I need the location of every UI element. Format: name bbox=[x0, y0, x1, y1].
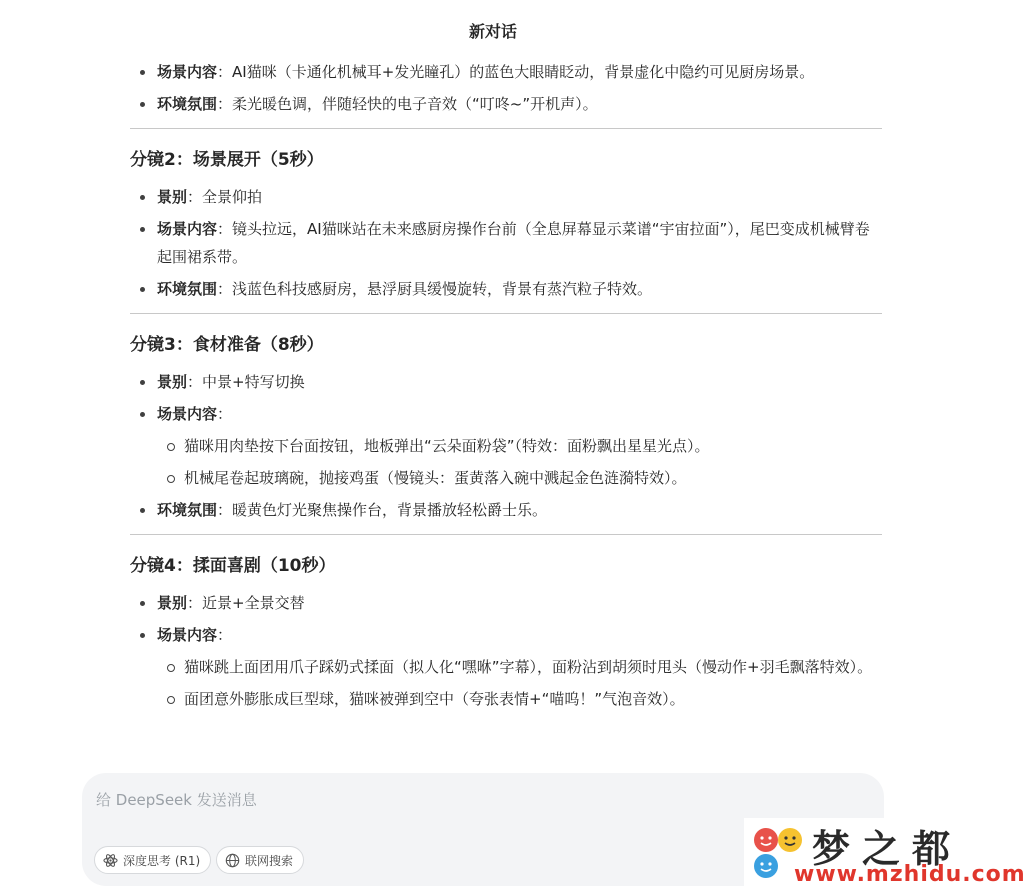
section-list bbox=[130, 368, 882, 524]
item-label: 环境氛围 bbox=[157, 501, 218, 519]
item-text: ：暖黄色灯光聚焦操作台，背景播放轻松爵士乐。 bbox=[217, 501, 548, 519]
web-search-button[interactable] bbox=[216, 846, 304, 874]
item-text: ：镜头拉远，AI猫咪站在未来感厨房操作台前（全息屏幕显示菜谱“宇宙拉面”），尾巴变成机械臂卷起围裙系带。 bbox=[157, 220, 870, 266]
item-text: ： bbox=[217, 405, 233, 423]
item-label: 场景内容 bbox=[157, 626, 218, 644]
sub-list-item: 机械尾卷起玻璃碗，抛接鸡蛋（慢镜头：蛋黄落入碗中溅起金色涟漪特效）。 bbox=[157, 464, 882, 492]
watermark bbox=[744, 818, 1026, 890]
sub-list bbox=[157, 653, 882, 713]
list-item bbox=[130, 368, 882, 396]
assistant-message bbox=[130, 58, 882, 717]
sub-list-item: 猫咪跳上面团用爪子踩奶式揉面（拟人化“嘿咻”字幕），面粉沾到胡须时甩头（慢动作+羽毛飘落特效）。 bbox=[157, 653, 882, 681]
section-list bbox=[130, 589, 882, 713]
section-heading: 分镜3：食材准备（8秒） bbox=[130, 335, 324, 355]
list-item bbox=[130, 496, 882, 524]
divider bbox=[130, 313, 882, 314]
item-label: 场景内容 bbox=[157, 63, 218, 81]
list-item bbox=[130, 621, 882, 713]
deep-think-button[interactable] bbox=[94, 846, 211, 874]
item-text: ：全景仰拍 bbox=[187, 188, 263, 206]
item-text: ：浅蓝色科技感厨房，悬浮厨具缓慢旋转，背景有蒸汽粒子特效。 bbox=[217, 280, 653, 298]
item-label: 环境氛围 bbox=[157, 95, 218, 113]
item-text: ：中景+特写切换 bbox=[187, 373, 305, 391]
item-text: ：近景+全景交替 bbox=[187, 594, 305, 612]
sub-list bbox=[157, 432, 882, 492]
globe-icon bbox=[225, 853, 240, 868]
list-item bbox=[130, 58, 882, 86]
list-item bbox=[130, 215, 882, 271]
item-label: 景别 bbox=[157, 594, 188, 612]
deep-think-label: 深度思考 (R1) bbox=[123, 853, 201, 868]
section-heading: 分镜2：场景展开（5秒） bbox=[130, 150, 324, 170]
item-text: ：AI猫咪（卡通化机械耳+发光瞳孔）的蓝色大眼睛眨动，背景虚化中隐约可见厨房场景。 bbox=[217, 63, 815, 81]
item-text: ： bbox=[217, 626, 233, 644]
list-item bbox=[130, 589, 882, 617]
item-label: 景别 bbox=[157, 373, 188, 391]
sub-list-item: 猫咪用肉垫按下台面按钮，地板弹出“云朵面粉袋”（特效：面粉飘出星星光点）。 bbox=[157, 432, 882, 460]
sub-list-item: 面团意外膨胀成巨型球，猫咪被弹到空中（夸张表情+“喵呜！”气泡音效）。 bbox=[157, 685, 882, 713]
item-label: 场景内容 bbox=[157, 405, 218, 423]
item-label: 场景内容 bbox=[157, 220, 218, 238]
message-input[interactable]: 给 DeepSeek 发送消息 bbox=[96, 791, 257, 809]
item-text: ：柔光暖色调，伴随轻快的电子音效（“叮咚~”开机声）。 bbox=[217, 95, 598, 113]
watermark-url: www.mzhidu.com bbox=[794, 862, 1026, 887]
list-item bbox=[130, 90, 882, 118]
section-list bbox=[130, 183, 882, 303]
item-label: 环境氛围 bbox=[157, 280, 218, 298]
chat-header bbox=[0, 0, 986, 60]
conversation-title: 新对话 bbox=[468, 21, 517, 41]
web-search-label: 联网搜索 bbox=[245, 853, 294, 868]
section-heading: 分镜4：揉面喜剧（10秒） bbox=[130, 556, 336, 576]
divider bbox=[130, 534, 882, 535]
list-item bbox=[130, 275, 882, 303]
atom-icon bbox=[103, 853, 118, 868]
list-item bbox=[130, 183, 882, 211]
watermark-name: 梦之都 bbox=[812, 827, 963, 871]
item-label: 景别 bbox=[157, 188, 188, 206]
intro-list bbox=[130, 58, 882, 118]
list-item bbox=[130, 400, 882, 492]
divider bbox=[130, 128, 882, 129]
